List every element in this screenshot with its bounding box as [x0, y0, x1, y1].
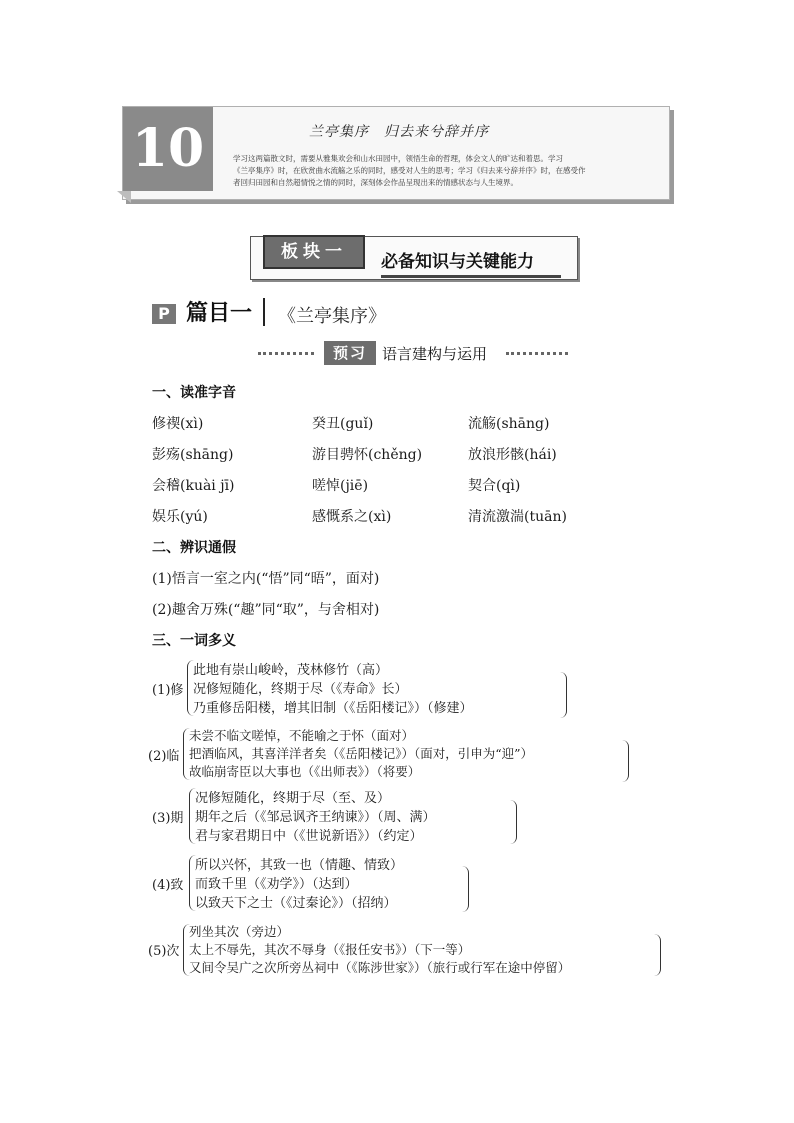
- polysemy-line: 故临崩寄臣以大事也（《出师表》）（将要）: [189, 764, 421, 779]
- polysemy-line: 况修短随化，终期于尽（《寿命》长）: [193, 682, 408, 697]
- polysemy-label: (5)次: [148, 944, 180, 959]
- polysemy-label: (3)期: [152, 811, 184, 826]
- polysemy-line: 乃重修岳阳楼，增其旧制（《岳阳楼记》）（修建）: [193, 701, 473, 716]
- chapter-title: 兰亭集序 归去来兮辞并序: [309, 124, 489, 140]
- polysemy-line: 把酒临风，其喜洋洋者矣（《岳阳楼记》）（面对，引申为“迎”）: [189, 746, 534, 761]
- chapter-banner: [122, 106, 670, 200]
- right-brace: [622, 740, 629, 782]
- chapter-intro: [233, 153, 663, 189]
- section-label: 篇目一: [186, 301, 253, 326]
- chapter-number: 10: [123, 107, 213, 191]
- part2-heading: 二、辨识通假: [152, 540, 236, 556]
- block-banner: [250, 236, 578, 280]
- right-brace: [560, 672, 567, 718]
- pronunciation-item: 嗟悼(jiē): [312, 478, 369, 494]
- polysemy-line: 以致天下之士（《过秦论》）（招纳）: [195, 896, 397, 911]
- polysemy-line: 君与家君期日中（《世说新语》）（约定）: [195, 829, 423, 844]
- pronunciation-item: 契合(qì): [468, 478, 521, 494]
- polysemy-label: (1)修: [152, 683, 184, 698]
- right-brace: [510, 800, 517, 844]
- preview-title: 语言建构与运用: [382, 345, 488, 363]
- dotted-divider-right: [506, 352, 568, 355]
- pronunciation-item: 娱乐(yú): [152, 509, 208, 525]
- right-brace: [654, 934, 661, 976]
- pronunciation-item: 彭殇(shāng): [152, 447, 234, 463]
- polysemy-line: 所以兴怀，其致一也（情趣、情致）: [195, 858, 404, 873]
- right-brace: [462, 866, 469, 912]
- polysemy-line: 太上不辱先，其次不辱身（《报任安书》）（下一等）: [189, 942, 471, 957]
- pronunciation-item: 感慨系之(xì): [312, 509, 392, 525]
- tongjia-item: (1)悟言一室之内(“悟”同“晤”，面对): [152, 571, 380, 587]
- polysemy-line: 而致千里（《劝学》）（达到）: [195, 877, 358, 892]
- polysemy-label: (2)临: [148, 749, 180, 764]
- part3-heading: 三、一词多义: [152, 633, 236, 649]
- polysemy-line: 列坐其次（旁边）: [189, 924, 290, 939]
- pronunciation-item: 流觞(shāng): [468, 416, 550, 432]
- block-tag: 板块一: [263, 235, 365, 269]
- block-title: 必备知识与关键能力: [381, 252, 534, 272]
- banner-fold-decoration: [117, 191, 131, 203]
- polysemy-line: 况修短随化，终期于尽（至、及）: [195, 791, 391, 806]
- pronunciation-item: 会稽(kuài jī): [152, 478, 235, 494]
- section-logo-icon: P: [152, 304, 176, 324]
- tongjia-item: (2)趣舍万殊(“趣”同“取”，与舍相对): [152, 602, 380, 618]
- chapter-intro-line: 学习这两篇散文时，需要从雅集欢会和山水田园中，领悟生命的哲理，体会文人的旷达和着思。学习: [233, 154, 563, 163]
- section-divider: [263, 298, 265, 326]
- polysemy-line: 此地有崇山峻岭，茂林修竹（高）: [193, 663, 389, 678]
- section-title: 《兰亭集序》: [278, 306, 386, 327]
- dotted-divider-left: [258, 352, 314, 355]
- polysemy-line: 又间令吴广之次所旁丛祠中（《陈涉世家》）（旅行或行军在途中停留）: [189, 960, 571, 975]
- block-title-underline: [381, 275, 561, 278]
- pronunciation-item: 游目骋怀(chěng): [312, 447, 423, 463]
- pronunciation-item: 清流激湍(tuān): [468, 509, 567, 525]
- pronunciation-item: 癸丑(guǐ): [312, 416, 374, 432]
- chapter-intro-line: 者回归田园和自然超情悦之情的同时，深刻体会作品呈现出来的情感状态与人生境界。: [233, 178, 518, 187]
- pronunciation-item: 放浪形骸(hái): [468, 447, 557, 463]
- chapter-intro-line: 《兰亭集序》时，在欣赏曲水流觞之乐的同时，感受对人生的思考；学习《归去来兮辞并序》时，在感受作: [233, 166, 586, 175]
- polysemy-label: (4)致: [152, 878, 184, 893]
- preview-tag: 预习: [324, 341, 376, 365]
- part1-heading: 一、读准字音: [152, 385, 236, 401]
- polysemy-line: 未尝不临文嗟悼，不能喻之于怀（面对）: [189, 728, 415, 743]
- pronunciation-item: 修禊(xì): [152, 416, 204, 432]
- polysemy-line: 期年之后（《邹忌讽齐王纳谏》）（周、满）: [195, 810, 436, 825]
